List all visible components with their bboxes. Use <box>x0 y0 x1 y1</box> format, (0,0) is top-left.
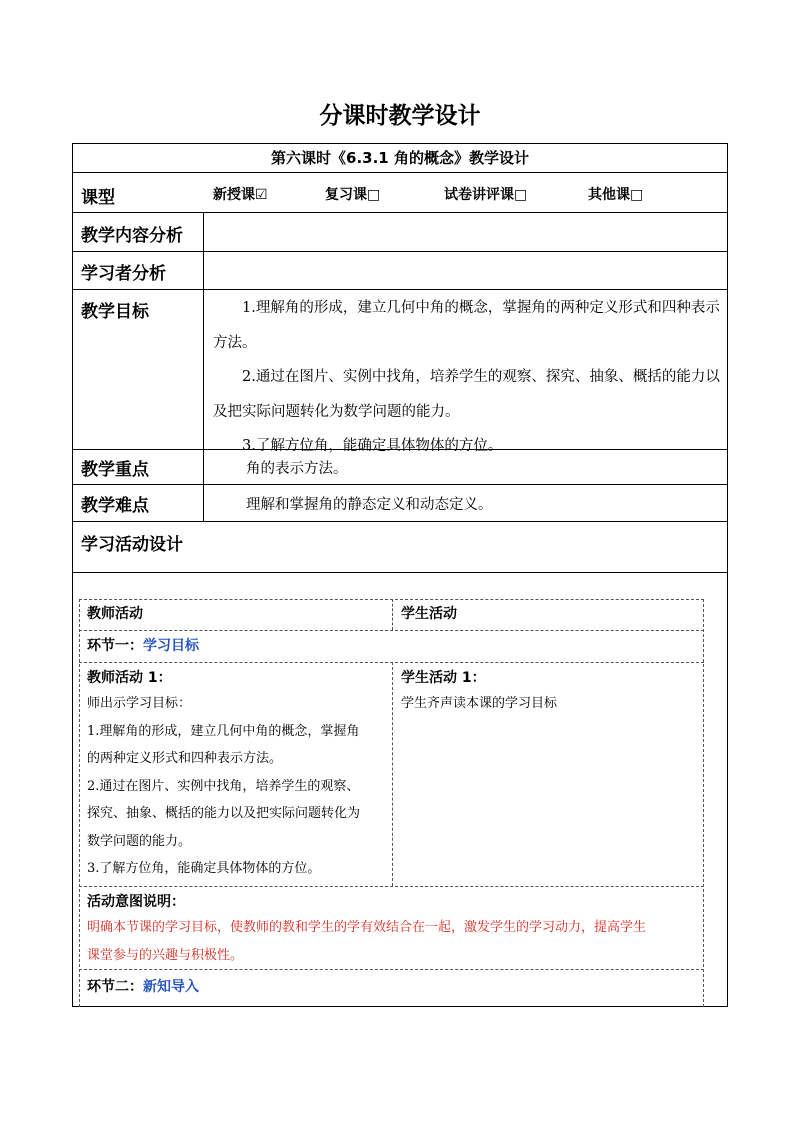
row-divider <box>72 212 728 213</box>
student-activity-text: 学生齐声读本课的学习目标 <box>401 696 558 711</box>
teacher-activity-text <box>87 690 387 883</box>
lesson-type-new[interactable]: 新授课☑ <box>213 187 268 203</box>
student-activity-title: 学生活动 1： <box>401 670 486 686</box>
activity-design-label: 学习活动设计 <box>81 535 183 555</box>
teacher-activity-line: 数学问题的能力。 <box>87 833 192 849</box>
activity-divider <box>79 630 704 631</box>
intent-line: 明确本节课的学习目标，使教师的教和学生的学有效结合在一起，激发学生的学习动力，提高学生 <box>87 920 647 935</box>
section-two-heading <box>87 976 199 996</box>
teacher-activity-title: 教师活动 1： <box>87 670 172 686</box>
activity-divider <box>79 886 704 887</box>
objectives-label: 教学目标 <box>81 302 149 322</box>
section-one-prefix: 环节一： <box>87 638 143 654</box>
objective-item: 3.了解方位角，能确定具体物体的方位。 <box>242 438 503 454</box>
content-analysis-label: 教学内容分析 <box>81 226 183 246</box>
row-divider <box>72 521 728 522</box>
teacher-activity-line: 探究、抽象、概括的能力以及把实际问题转化为 <box>87 806 361 821</box>
difficulties-value: 理解和掌握角的静态定义和动态定义。 <box>246 497 493 513</box>
lesson-type-other[interactable]: 其他课□ <box>588 187 644 203</box>
teacher-activity-line: 3.了解方位角，能确定具体物体的方位。 <box>87 861 321 876</box>
teacher-activity-line: 1.理解角的形成，建立几何中角的概念，掌握角 <box>87 723 360 739</box>
key-points-label: 教学重点 <box>81 460 149 480</box>
learner-analysis-label: 学习者分析 <box>81 264 166 284</box>
teacher-activity-line: 师出示学习目标： <box>87 696 192 711</box>
section-two-name: 新知导入 <box>143 979 199 995</box>
student-activity-header: 学生活动 <box>401 606 457 622</box>
row-divider <box>72 172 728 173</box>
teacher-activity-line: 的两种定义形式和四种表示方法。 <box>87 751 283 766</box>
page-title: 分课时教学设计 <box>319 103 481 129</box>
row-divider <box>72 572 728 573</box>
objectives-text <box>213 291 723 464</box>
lesson-type-label: 课型 <box>81 188 115 208</box>
row-divider <box>72 251 728 252</box>
difficulties-label: 教学难点 <box>81 496 149 516</box>
column-divider <box>203 212 204 521</box>
activity-divider <box>79 969 704 970</box>
intent-text <box>87 914 702 969</box>
section-one-heading <box>87 635 199 655</box>
activity-column-divider <box>392 599 393 630</box>
teacher-activity-header: 教师活动 <box>87 606 143 622</box>
row-divider <box>72 484 728 485</box>
key-points-value: 角的表示方法。 <box>246 461 348 477</box>
teacher-activity-line: 2.通过在图片、实例中找角，培养学生的观察、 <box>87 778 360 794</box>
section-one-name: 学习目标 <box>143 638 199 654</box>
intent-line: 课堂参与的兴趣与积极性。 <box>87 947 244 963</box>
objective-item: 1.理解角的形成，建立几何中角的概念，掌握角的两种定义形式和四种表示方法。 <box>213 300 720 351</box>
row-divider <box>72 289 728 290</box>
design-title: 第六课时《6.3.1 角的概念》教学设计 <box>271 149 529 167</box>
section-two-prefix: 环节二： <box>87 979 143 995</box>
lesson-type-review[interactable]: 复习课□ <box>325 187 381 203</box>
lesson-type-exam-review[interactable]: 试卷讲评课□ <box>444 187 528 203</box>
objective-item: 2.通过在图片、实例中找角，培养学生的观察、探究、抽象、概括的能力以及把实际问题转化为数学问题的能力。 <box>213 369 720 420</box>
activity-column-divider <box>392 662 393 886</box>
intent-title: 活动意图说明： <box>87 894 185 910</box>
